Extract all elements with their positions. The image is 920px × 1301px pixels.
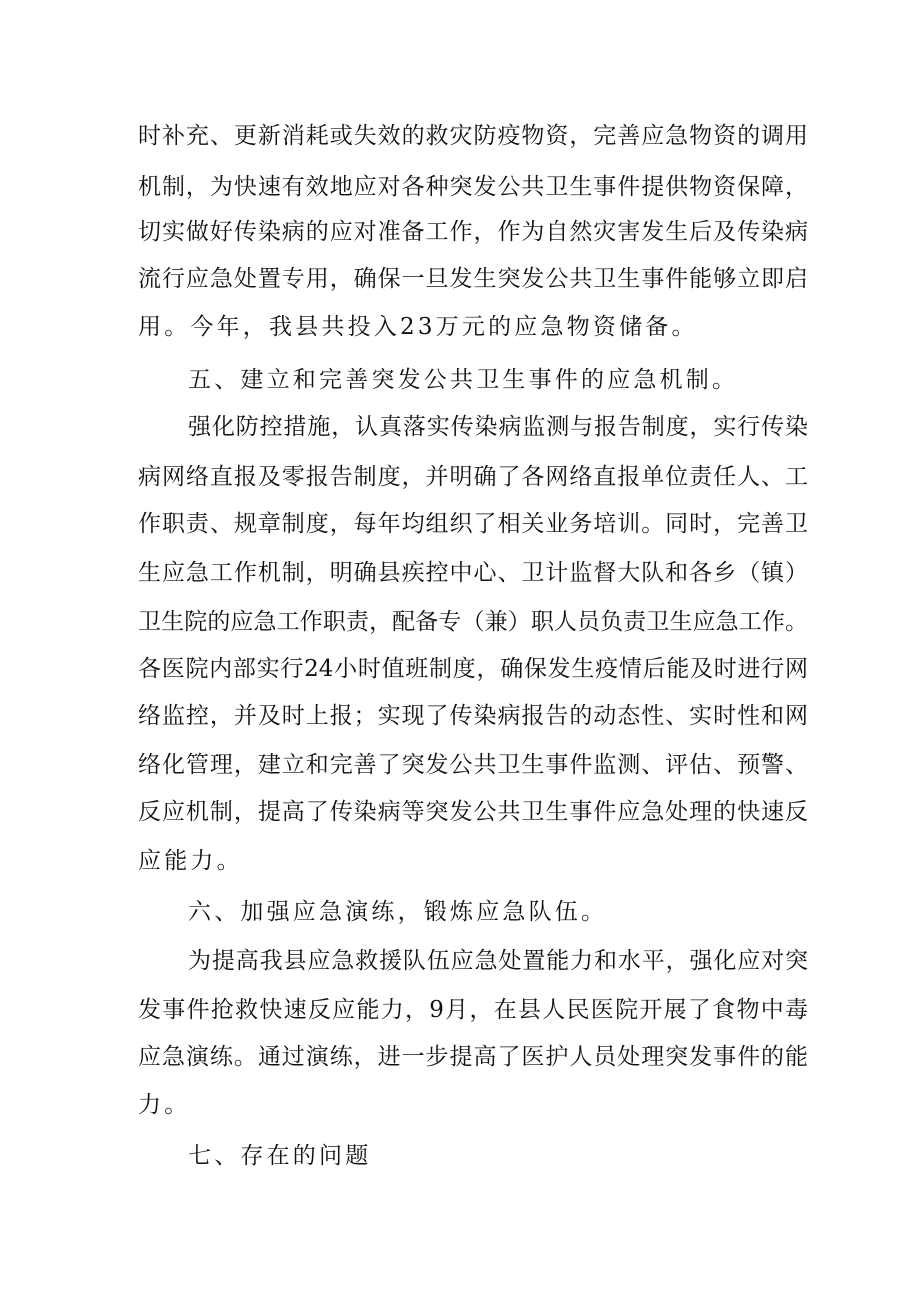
paragraph-line: 各医院内部实行24小时值班制度，确保发生疫情后能及时进行网 (138, 656, 808, 682)
paragraph-line: 时补充、更新消耗或失效的救灾防疫物资，完善应急物资的调用 (138, 123, 808, 149)
paragraph-line: 络化管理，建立和完善了突发公共卫生事件监测、评估、预警、 (138, 752, 808, 778)
paragraph-line: 络监控，并及时上报；实现了传染病报告的动态性、实时性和网 (138, 703, 808, 729)
paragraph-line: 机制，为快速有效地应对各种突发公共卫生事件提供物资保障， (138, 174, 808, 200)
paragraph-line: 生应急工作机制，明确县疾控中心、卫计监督大队和各乡（镇） (138, 560, 808, 586)
paragraph-line: 切实做好传染病的应对准备工作，作为自然灾害发生后及传染病 (138, 219, 808, 245)
section-heading: 六、加强应急演练，锻炼应急队伍。 (188, 899, 608, 925)
paragraph-line: 应能力。 (138, 848, 243, 874)
paragraph-line: 为提高我县应急救援队伍应急处置能力和水平，强化应对突 (188, 948, 808, 974)
paragraph-line: 反应机制，提高了传染病等突发公共卫生事件应急处理的快速反 (138, 799, 808, 825)
paragraph-line: 流行应急处置专用，确保一旦发生突发公共卫生事件能够立即启 (138, 266, 808, 292)
paragraph-line: 病网络直报及零报告制度，并明确了各网络直报单位责任人、工 (138, 464, 808, 490)
paragraph-line: 作职责、规章制度，每年均组织了相关业务培训。同时，完善卫 (138, 511, 808, 537)
section-heading: 七、存在的问题 (188, 1143, 372, 1169)
section-heading: 五、建立和完善突发公共卫生事件的应急机制。 (188, 367, 739, 393)
paragraph-line: 强化防控措施，认真落实传染病监测与报告制度，实行传染 (188, 414, 808, 440)
paragraph-line: 发事件抢救快速反应能力，9月，在县人民医院开展了食物中毒 (138, 997, 808, 1023)
paragraph-line: 卫生院的应急工作职责，配备专（兼）职人员负责卫生应急工作。 (138, 609, 808, 635)
paragraph-line: 用。今年，我县共投入23万元的应急物资储备。 (138, 314, 698, 340)
paragraph-line: 力。 (138, 1092, 191, 1118)
paragraph-line: 应急演练。通过演练，进一步提高了医护人员处理突发事件的能 (138, 1044, 808, 1070)
